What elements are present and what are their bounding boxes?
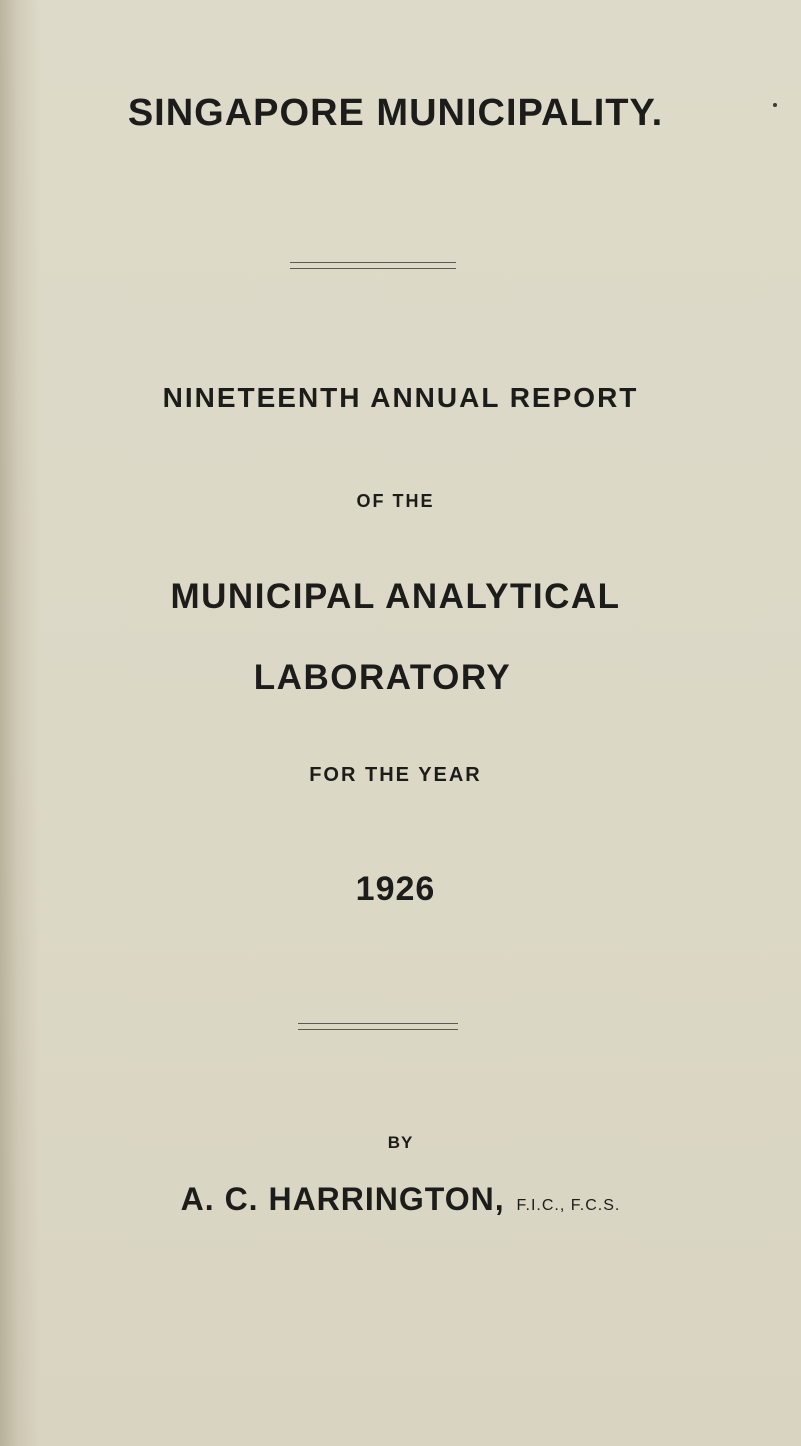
report-year: 1926	[355, 870, 436, 908]
report-title: NINETEENTH ANNUAL REPORT	[162, 382, 639, 413]
period-label: FOR THE YEAR	[309, 764, 482, 786]
of-the-connector: OF THE	[356, 491, 435, 511]
bottom-double-rule	[298, 1023, 458, 1030]
municipality-header: SINGAPORE MUNICIPALITY.	[127, 92, 664, 134]
author-line	[0, 1181, 801, 1218]
subject-line-2: LABORATORY	[253, 658, 512, 697]
top-double-rule	[290, 262, 456, 269]
ink-speck	[773, 103, 777, 107]
by-label: BY	[387, 1133, 414, 1152]
subject-line-1: MUNICIPAL ANALYTICAL	[170, 577, 621, 616]
author-qualifications: F.I.C., F.C.S.	[516, 1197, 621, 1214]
author-name: A. C. HARRINGTON,	[180, 1181, 505, 1217]
